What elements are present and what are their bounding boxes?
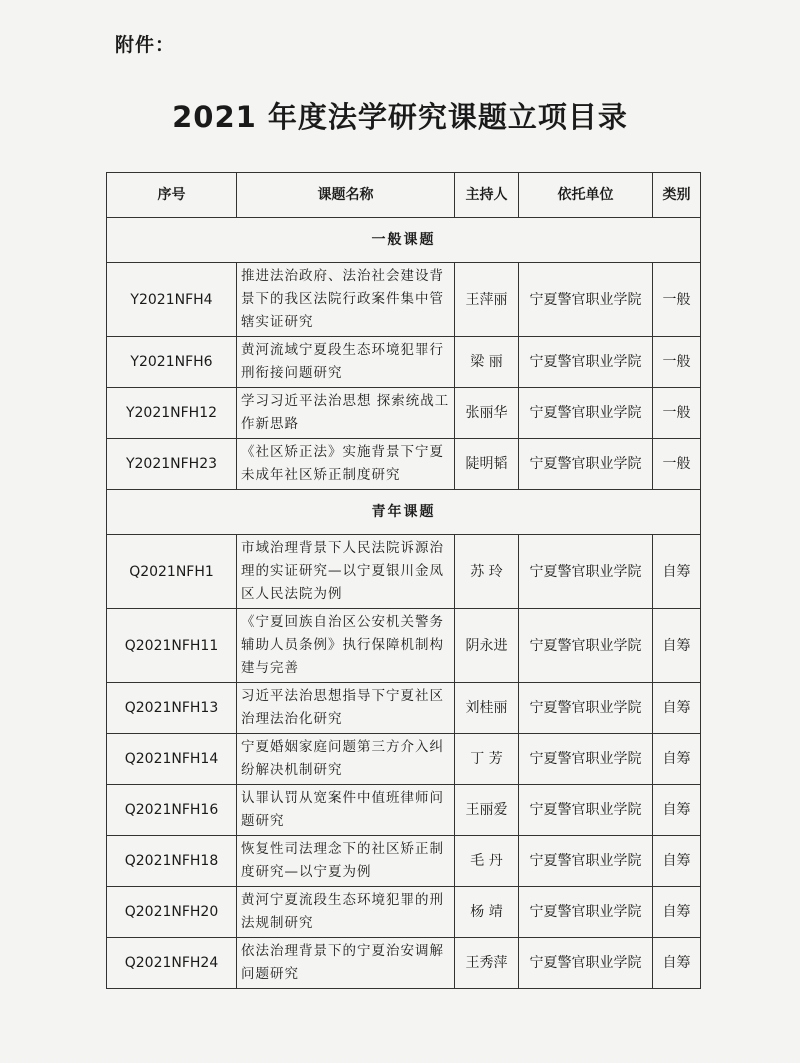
host-cell: 王萍丽 — [455, 263, 519, 337]
category-cell: 一般 — [653, 439, 701, 490]
host-cell: 陡明韬 — [455, 439, 519, 490]
category-cell: 自筹 — [653, 535, 701, 609]
table-row — [107, 734, 701, 785]
project-table — [106, 172, 701, 989]
project-id-cell: Q2021NFH16 — [107, 785, 237, 836]
table-body — [107, 218, 701, 989]
category-cell: 自筹 — [653, 785, 701, 836]
unit-cell: 宁夏警官职业学院 — [519, 836, 653, 887]
unit-cell: 宁夏警官职业学院 — [519, 785, 653, 836]
unit-cell: 宁夏警官职业学院 — [519, 938, 653, 989]
table-row — [107, 263, 701, 337]
header-cell: 依托单位 — [519, 173, 653, 218]
unit-cell: 宁夏警官职业学院 — [519, 388, 653, 439]
project-id-cell: Y2021NFH4 — [107, 263, 237, 337]
unit-cell: 宁夏警官职业学院 — [519, 439, 653, 490]
topic-cell: 《社区矫正法》实施背景下宁夏未成年社区矫正制度研究 — [237, 439, 455, 490]
topic-cell: 认罪认罚从宽案件中值班律师问题研究 — [237, 785, 455, 836]
unit-cell: 宁夏警官职业学院 — [519, 609, 653, 683]
topic-cell: 恢复性司法理念下的社区矫正制度研究—以宁夏为例 — [237, 836, 455, 887]
host-cell: 张丽华 — [455, 388, 519, 439]
topic-cell: 学习习近平法治思想 探索统战工作新思路 — [237, 388, 455, 439]
category-cell: 自筹 — [653, 683, 701, 734]
header-cell: 主持人 — [455, 173, 519, 218]
section-row — [107, 218, 701, 263]
table-row — [107, 836, 701, 887]
category-cell: 自筹 — [653, 734, 701, 785]
topic-cell: 推进法治政府、法治社会建设背景下的我区法院行政案件集中管辖实证研究 — [237, 263, 455, 337]
unit-cell: 宁夏警官职业学院 — [519, 734, 653, 785]
category-cell: 一般 — [653, 263, 701, 337]
document-title: 2021 年度法学研究课题立项目录 — [172, 100, 628, 134]
host-cell: 丁 芳 — [455, 734, 519, 785]
table-row — [107, 887, 701, 938]
host-cell: 刘桂丽 — [455, 683, 519, 734]
topic-cell: 黄河宁夏流段生态环境犯罪的刑法规制研究 — [237, 887, 455, 938]
project-id-cell: Q2021NFH24 — [107, 938, 237, 989]
topic-cell: 《宁夏回族自治区公安机关警务辅助人员条例》执行保障机制构建与完善 — [237, 609, 455, 683]
attachment-label: 附件： — [115, 34, 176, 56]
host-cell: 毛 丹 — [455, 836, 519, 887]
topic-cell: 宁夏婚姻家庭问题第三方介入纠纷解决机制研究 — [237, 734, 455, 785]
project-id-cell: Q2021NFH18 — [107, 836, 237, 887]
unit-cell: 宁夏警官职业学院 — [519, 263, 653, 337]
unit-cell: 宁夏警官职业学院 — [519, 683, 653, 734]
project-id-cell: Q2021NFH14 — [107, 734, 237, 785]
unit-cell: 宁夏警官职业学院 — [519, 535, 653, 609]
host-cell: 王秀萍 — [455, 938, 519, 989]
host-cell: 梁 丽 — [455, 337, 519, 388]
unit-cell: 宁夏警官职业学院 — [519, 887, 653, 938]
project-id-cell: Q2021NFH13 — [107, 683, 237, 734]
category-cell: 自筹 — [653, 938, 701, 989]
table-row — [107, 785, 701, 836]
topic-cell: 黄河流域宁夏段生态环境犯罪行刑衔接问题研究 — [237, 337, 455, 388]
topic-cell: 习近平法治思想指导下宁夏社区治理法治化研究 — [237, 683, 455, 734]
category-cell: 一般 — [653, 388, 701, 439]
unit-cell: 宁夏警官职业学院 — [519, 337, 653, 388]
category-cell: 自筹 — [653, 836, 701, 887]
project-id-cell: Y2021NFH12 — [107, 388, 237, 439]
project-id-cell: Q2021NFH1 — [107, 535, 237, 609]
section-title: 青年课题 — [107, 490, 701, 535]
project-id-cell: Q2021NFH20 — [107, 887, 237, 938]
project-id-cell: Y2021NFH23 — [107, 439, 237, 490]
category-cell: 自筹 — [653, 609, 701, 683]
topic-cell: 市域治理背景下人民法院诉源治理的实证研究—以宁夏银川金凤区人民法院为例 — [237, 535, 455, 609]
header-cell: 课题名称 — [237, 173, 455, 218]
header-cell: 类别 — [653, 173, 701, 218]
host-cell: 杨 靖 — [455, 887, 519, 938]
table-row — [107, 439, 701, 490]
category-cell: 一般 — [653, 337, 701, 388]
table-row — [107, 609, 701, 683]
table-header-row — [107, 173, 701, 218]
table-row — [107, 337, 701, 388]
host-cell: 苏 玲 — [455, 535, 519, 609]
category-cell: 自筹 — [653, 887, 701, 938]
project-id-cell: Q2021NFH11 — [107, 609, 237, 683]
project-id-cell: Y2021NFH6 — [107, 337, 237, 388]
table-row — [107, 535, 701, 609]
section-row — [107, 490, 701, 535]
table-row — [107, 683, 701, 734]
table-row — [107, 938, 701, 989]
topic-cell: 依法治理背景下的宁夏治安调解问题研究 — [237, 938, 455, 989]
header-cell: 序号 — [107, 173, 237, 218]
table-row — [107, 388, 701, 439]
host-cell: 阴永进 — [455, 609, 519, 683]
host-cell: 王丽爱 — [455, 785, 519, 836]
section-title: 一般课题 — [107, 218, 701, 263]
